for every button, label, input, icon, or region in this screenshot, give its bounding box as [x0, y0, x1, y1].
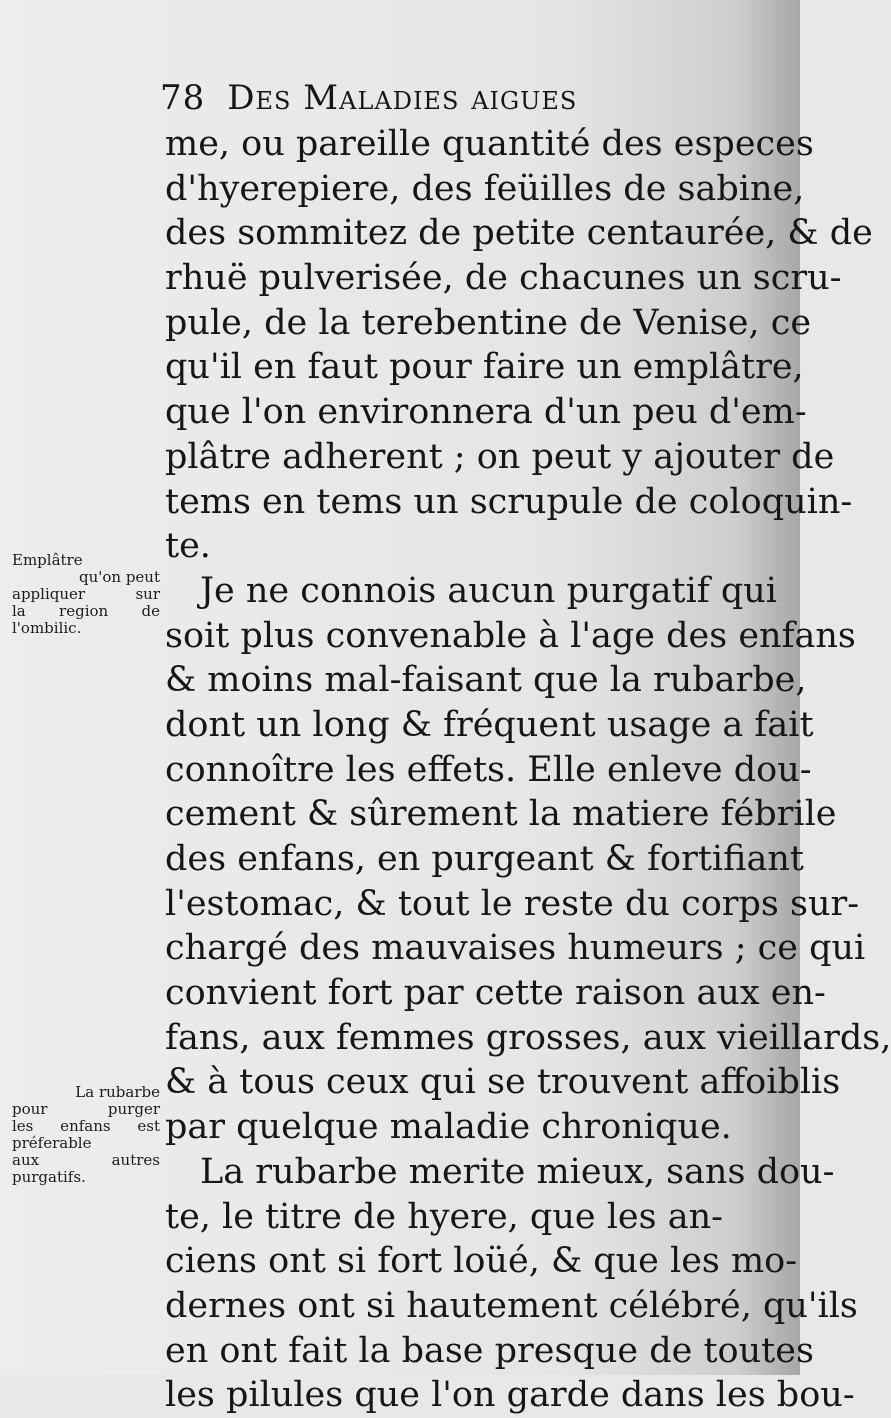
text-line: plâtre adherent ; on peut y ajouter de — [165, 436, 835, 477]
text-line: des enfans, en purgeant & fortifiant — [165, 839, 804, 879]
text-line: convient fort par cette raison aux en- — [165, 973, 826, 1014]
paragraph-2 — [165, 569, 891, 1150]
margin-note-line: aux autres — [12, 1151, 160, 1169]
text-line: te. — [165, 526, 211, 567]
margin-note-line: appliquer sur — [12, 585, 160, 603]
text-line: en ont fait la base presque de toutes — [165, 1330, 814, 1371]
text-line: pule, de la terebentine de Venise, ce — [165, 302, 812, 343]
margin-note-line: La rubarbe — [75, 1083, 160, 1101]
margin-note-line: les enfans est — [12, 1117, 160, 1135]
text-line: soit plus convenable à l'age des enfans — [165, 615, 856, 656]
margin-note-line: Emplâtre — [12, 551, 83, 569]
margin-note-line: pour purger — [12, 1100, 160, 1118]
text-line: Je ne connois aucun purgatif qui — [200, 570, 778, 611]
margin-note-emplatre — [12, 552, 160, 637]
margin-note-rubarbe — [12, 1084, 160, 1186]
text-line: dont un long & fréquent usage a fait — [165, 704, 814, 745]
margin-note-line: qu'on peut — [78, 568, 160, 586]
text-line: rhuë pulverisée, de chacunes un scru- — [165, 258, 842, 299]
margin-note-line: purgatifs. — [12, 1168, 86, 1186]
text-line: & moins mal-faisant que la rubarbe, — [165, 660, 807, 701]
text-line: d'hyerepiere, des feüilles de sabine, — [165, 168, 805, 209]
text-line: tems en tems un scrupule de coloquin- — [165, 481, 853, 522]
text-line: La rubarbe merite mieux, sans dou- — [200, 1151, 835, 1192]
running-head — [160, 78, 720, 118]
body-text — [165, 122, 891, 1418]
text-line: dernes ont si hautement célébré, qu'ils — [165, 1285, 858, 1326]
text-line: cement & sûrement la matiere fébrile — [165, 794, 837, 835]
text-line: te, le titre de hyere, que les an- — [165, 1196, 723, 1237]
text-line: l'estomac, & tout le reste du corps sur- — [165, 883, 860, 924]
text-line: me, ou pareille quantité des especes — [165, 124, 814, 164]
paragraph-3 — [165, 1150, 858, 1418]
text-line: par quelque maladie chronique. — [165, 1107, 732, 1148]
text-line: que l'on environnera d'un peu d'em- — [165, 392, 807, 433]
margin-note-line: la region de — [12, 602, 160, 620]
text-line: & à tous ceux qui se trouvent affoiblis — [165, 1062, 841, 1103]
paragraph-1 — [165, 122, 873, 569]
text-line: qu'il en faut pour faire un emplâtre, — [165, 347, 804, 388]
margin-note-line: préferable — [12, 1134, 92, 1152]
margin-note-line: l'ombilic. — [12, 619, 82, 637]
page-number: 78 — [160, 78, 206, 118]
text-line: les pilules que l'on garde dans les bou- — [165, 1375, 855, 1416]
text-line: ciens ont si fort loüé, & que les mo- — [165, 1241, 798, 1282]
text-line: chargé des mauvaises humeurs ; ce qui — [165, 928, 866, 969]
text-line: des sommitez de petite centaurée, & de — [165, 213, 873, 254]
text-line: connoître les effets. Elle enleve dou- — [165, 749, 812, 790]
text-line: fans, aux femmes grosses, aux vieillards, — [165, 1017, 891, 1058]
running-title: Des Maladies aigues — [227, 78, 578, 118]
